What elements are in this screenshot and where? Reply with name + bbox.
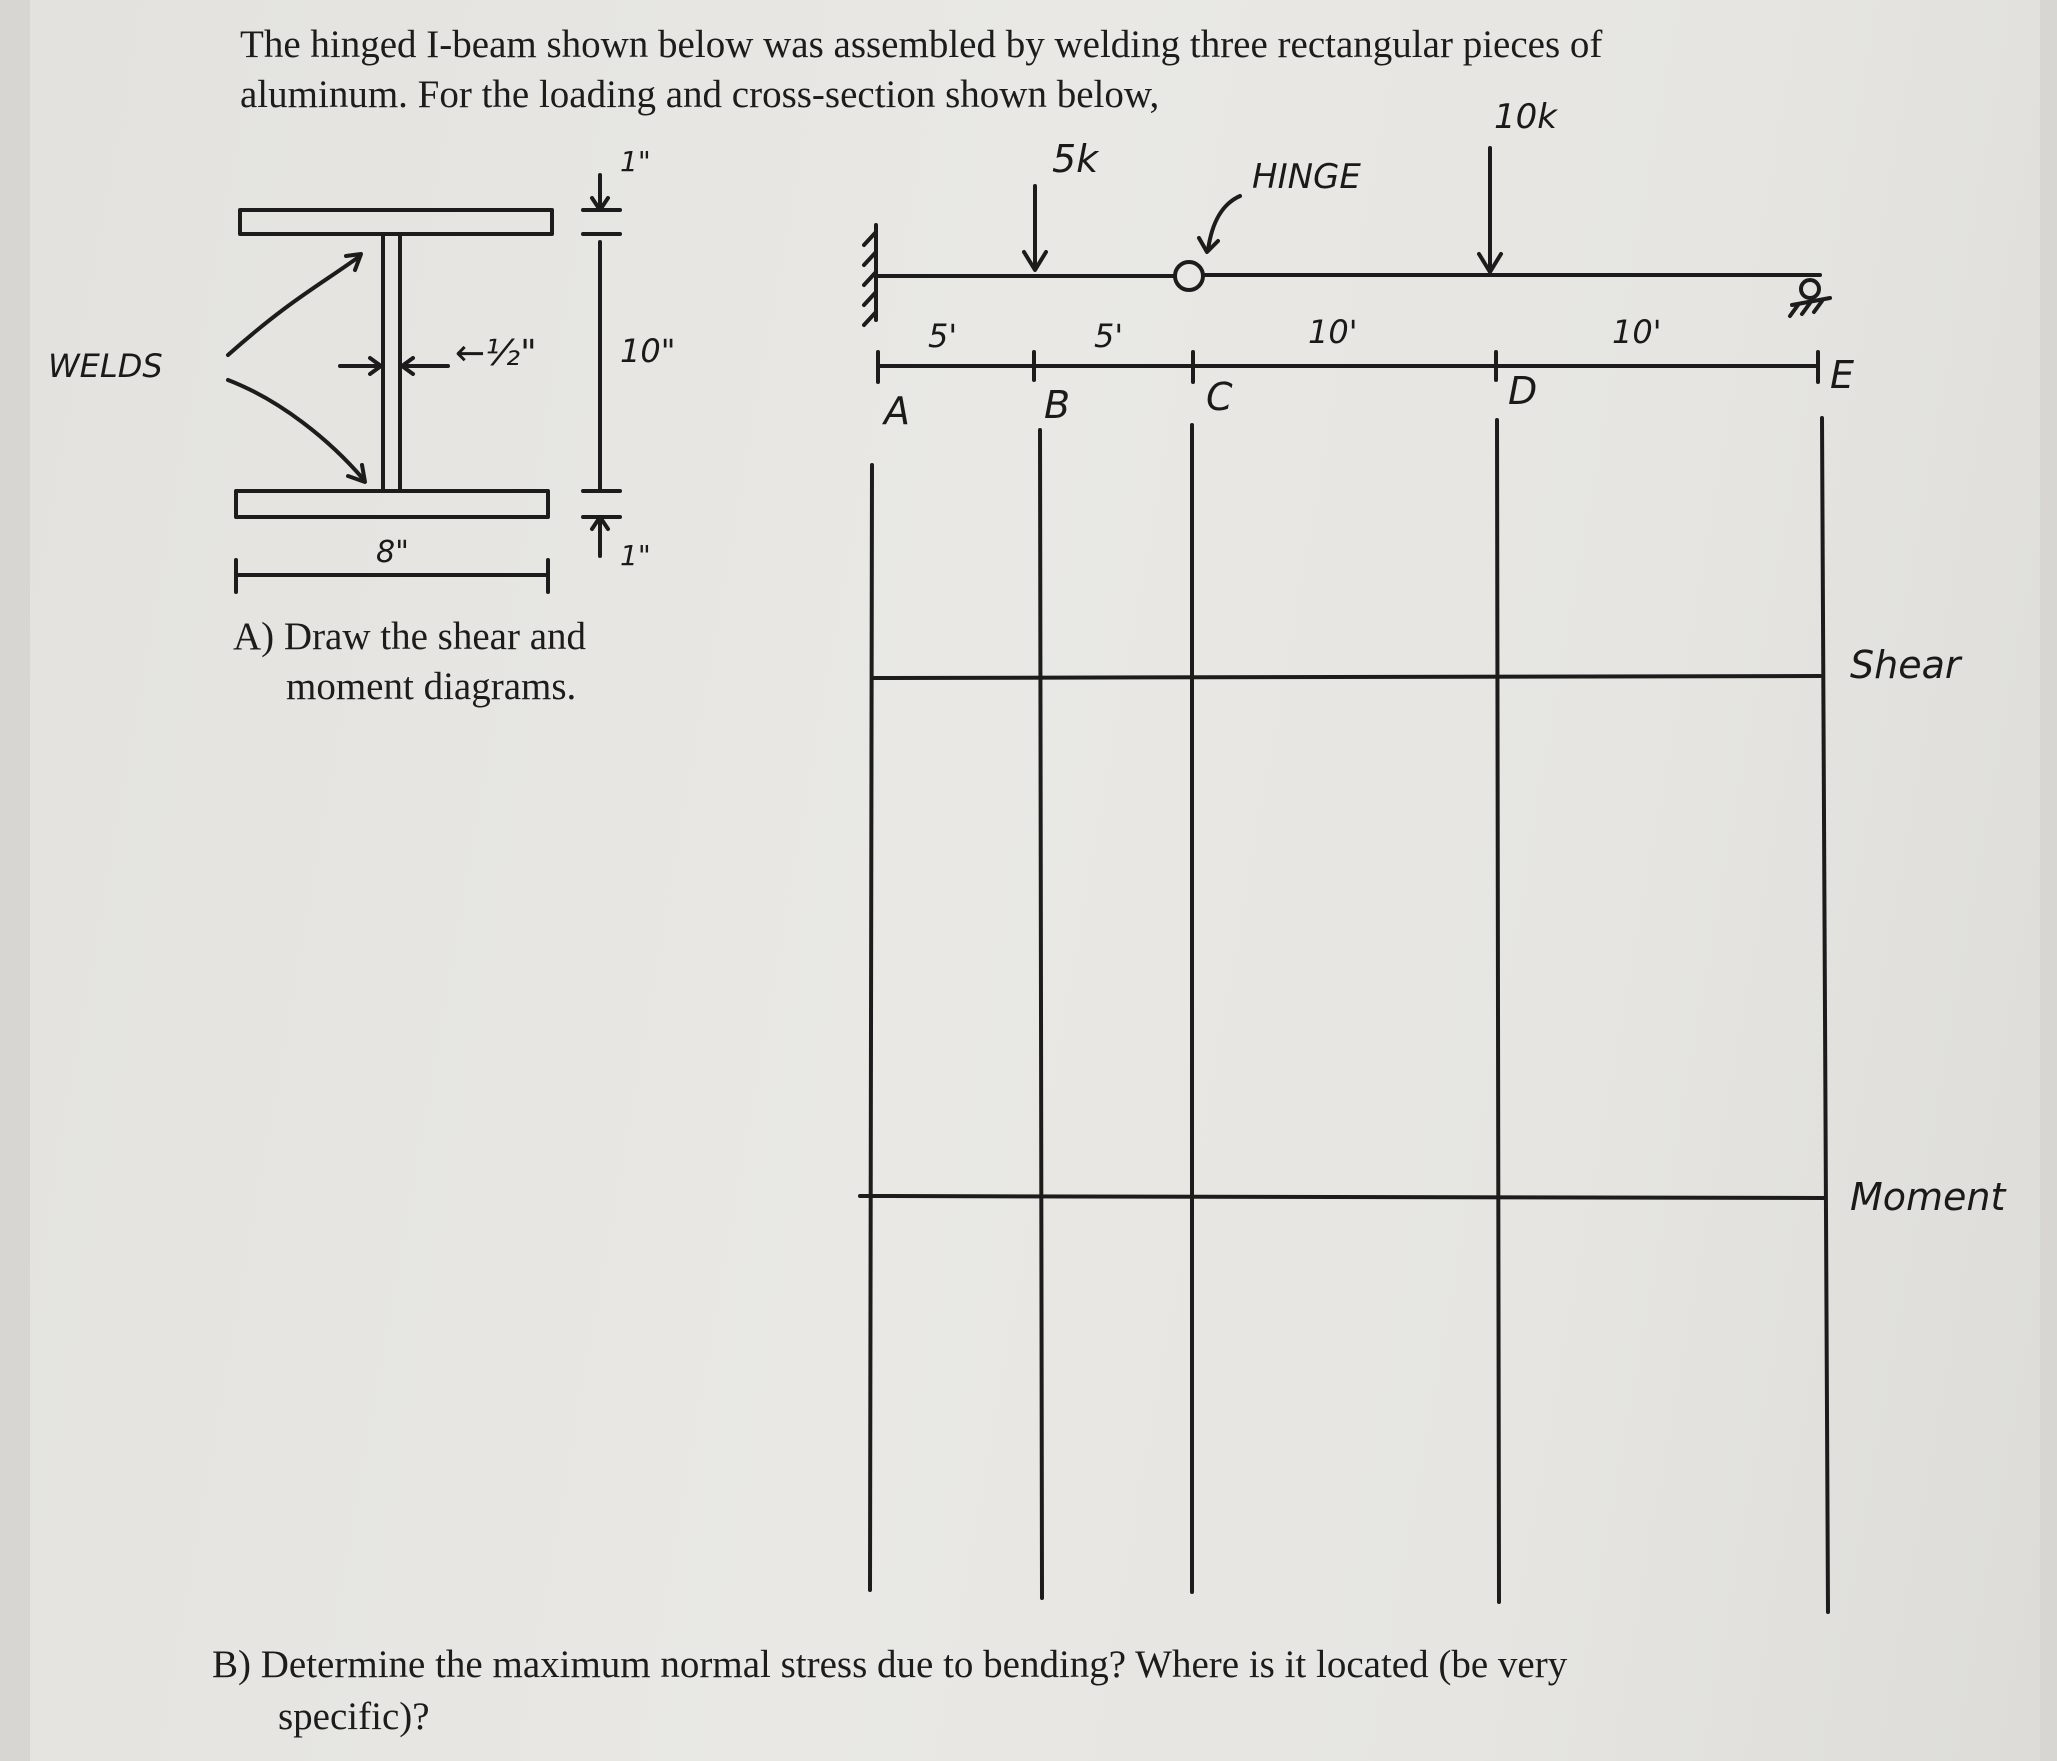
span-de-label: 10': [1612, 313, 1662, 351]
span-bc-label: 5': [1094, 317, 1124, 355]
part-b-line1: B) Determine the maximum normal stress due to bending? Where is it located (be very: [212, 1643, 1568, 1686]
point-b-label: B: [1044, 383, 1071, 427]
bottom-flange: [236, 491, 548, 517]
height-label: 10": [620, 332, 676, 370]
hinge-symbol: [1175, 262, 1203, 290]
span-cd-label: 10': [1308, 313, 1358, 351]
part-a-line2: moment diagrams.: [286, 665, 577, 708]
load-5k-label: 5k: [1052, 137, 1099, 181]
left-arrow-icon: ←: [455, 333, 486, 374]
load-10k-label: 10k: [1494, 97, 1557, 137]
point-a-label: A: [884, 389, 910, 433]
web-thickness-label: [455, 333, 537, 374]
problem-intro-line2: aluminum. For the loading and cross-section shown below,: [240, 73, 1160, 116]
part-a-line1: A) Draw the shear and: [233, 615, 587, 658]
vertical-line-d: [1497, 420, 1499, 1602]
vertical-line-b: [1040, 430, 1042, 1598]
vertical-line-a: [870, 465, 872, 1590]
hinge-label: HINGE: [1252, 157, 1361, 197]
point-d-label: D: [1508, 369, 1538, 413]
width-label: 8": [376, 535, 409, 570]
top-flange-thickness-label: 1": [620, 145, 651, 178]
part-b-line2: specific)?: [278, 1695, 430, 1738]
point-c-label: C: [1206, 375, 1233, 419]
welds-label: WELDS: [48, 347, 163, 385]
moment-diagram-label: Moment: [1850, 1175, 2006, 1219]
top-flange: [240, 210, 552, 234]
moment-baseline: [860, 1196, 1824, 1198]
span-ab-label: 5': [928, 317, 958, 355]
point-e-label: E: [1830, 353, 1855, 397]
shear-diagram-label: Shear: [1850, 643, 1961, 687]
shear-baseline: [872, 676, 1820, 678]
bottom-flange-thickness-label: 1": [620, 539, 651, 572]
support-e: [1801, 280, 1819, 298]
span-dimension-line: [878, 352, 1818, 382]
web-thickness-value: ½": [485, 333, 537, 374]
i-beam-cross-section: [228, 175, 620, 592]
vertical-line-e: [1822, 418, 1828, 1612]
web: [383, 234, 400, 491]
problem-intro-line1: The hinged I-beam shown below was assembled by welding three rectangular pieces of: [240, 23, 1603, 66]
